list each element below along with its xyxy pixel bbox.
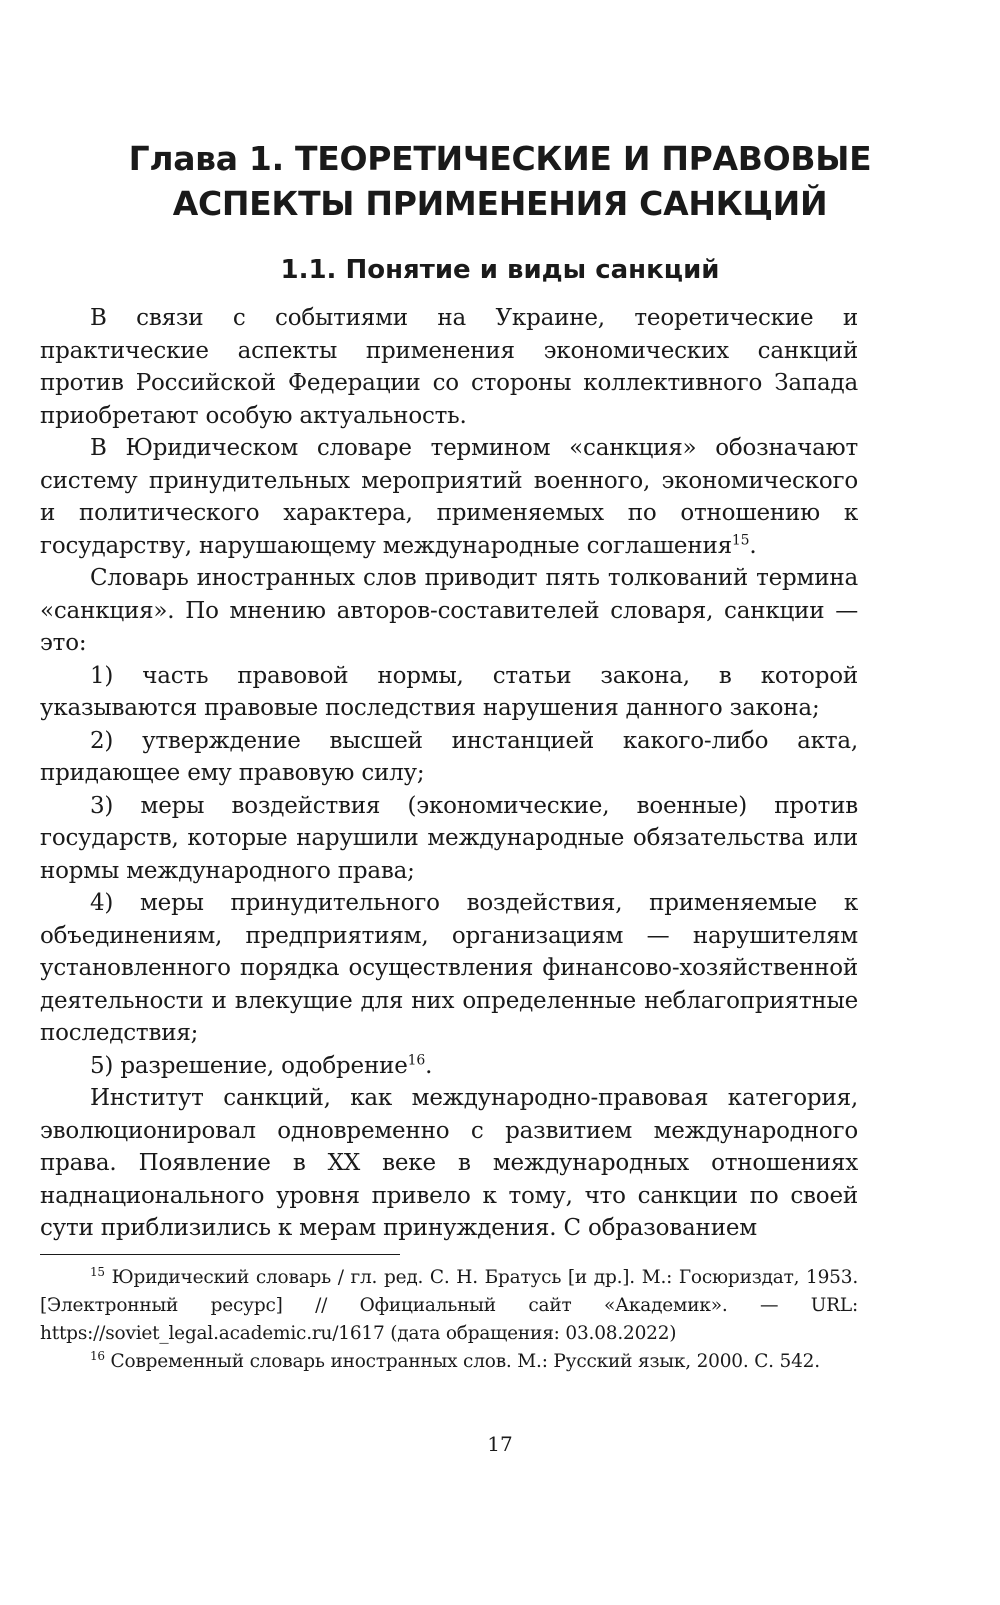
list-item-5-text: 5) разрешение, одобрение <box>90 1052 408 1079</box>
chapter-title-line1: Глава 1. ТЕОРЕТИЧЕСКИЕ И ПРАВОВЫЕ <box>128 139 872 178</box>
paragraph-2-text: В Юридическом словаре термином «санкция» обозначают систему принудительных мероприятий военного, экономического и политического характера, применяемых по отношению к государству, нарушающему международные соглашения <box>40 435 858 559</box>
footnote-divider <box>40 1254 400 1255</box>
list-item-1: 1) часть правовой нормы, статьи закона, в которой указываются правовые последствия нарушения данного закона; <box>40 662 858 721</box>
footnote-15-number: 15 <box>90 1264 105 1279</box>
paragraph-1: В связи с событиями на Украине, теоретические и практические аспекты применения экономических санкций против Российской Федерации со стороны коллективного Запада приобретают особую актуальность. <box>40 305 858 429</box>
footnote-ref-16[interactable]: 16 <box>407 1051 426 1068</box>
footnotes <box>40 1264 858 1376</box>
list-item-5 <box>40 1050 858 1083</box>
chapter-title-line2: АСПЕКТЫ ПРИМЕНЕНИЯ САНКЦИЙ <box>172 184 828 223</box>
paragraph-3: Словарь иностранных слов приводит пять толкований термина «санкция». По мнению авторов-составителей словаря, санкции — это: <box>40 565 858 656</box>
page-number: 17 <box>487 1432 513 1456</box>
footnote-16-text: Современный словарь иностранных слов. М.: Русский язык, 2000. С. 542. <box>104 1351 820 1372</box>
section-title: 1.1. Понятие и виды санкций <box>280 255 720 285</box>
footnote-15-text: Юридический словарь / гл. ред. С. Н. Братусь [и др.]. М.: Госюриздат, 1953. [Электронный ресурс] // Официальный сайт «Академик». — URL: https://soviet_legal.academic.ru/1617 (дата обращения: 03.08.2022) <box>40 1267 858 1344</box>
footnote-16 <box>40 1348 858 1376</box>
footnote-15 <box>40 1264 858 1348</box>
chapter-title <box>60 136 940 226</box>
list-item-5-end: . <box>425 1052 433 1079</box>
list-item-4: 4) меры принудительного воздействия, применяемые к объединениям, предприятиям, организациям — нарушителям установленного порядка осуществления финансово-хозяйственной деятельности и влекущие для них определенные неблагоприятные последствия; <box>40 890 858 1046</box>
footnote-ref-15[interactable]: 15 <box>731 531 750 548</box>
list-item-2: 2) утверждение высшей инстанцией какого-либо акта, придающее ему правовую силу; <box>40 727 858 786</box>
paragraph-4: Институт санкций, как международно-правовая категория, эволюционировал одновременно с развитием международного права. Появление в XX веке в международных отношениях наднационального уровня привело к тому, что санкции по своей сути приблизились к мерам принуждения. С образованием <box>40 1085 858 1241</box>
list-item-3: 3) меры воздействия (экономические, военные) против государств, которые нарушили международные обязательства или нормы международного права; <box>40 792 858 884</box>
paragraph-2 <box>40 432 858 562</box>
paragraph-2-end: . <box>749 532 757 559</box>
body-text <box>40 302 858 1245</box>
footnote-16-number: 16 <box>90 1348 105 1363</box>
